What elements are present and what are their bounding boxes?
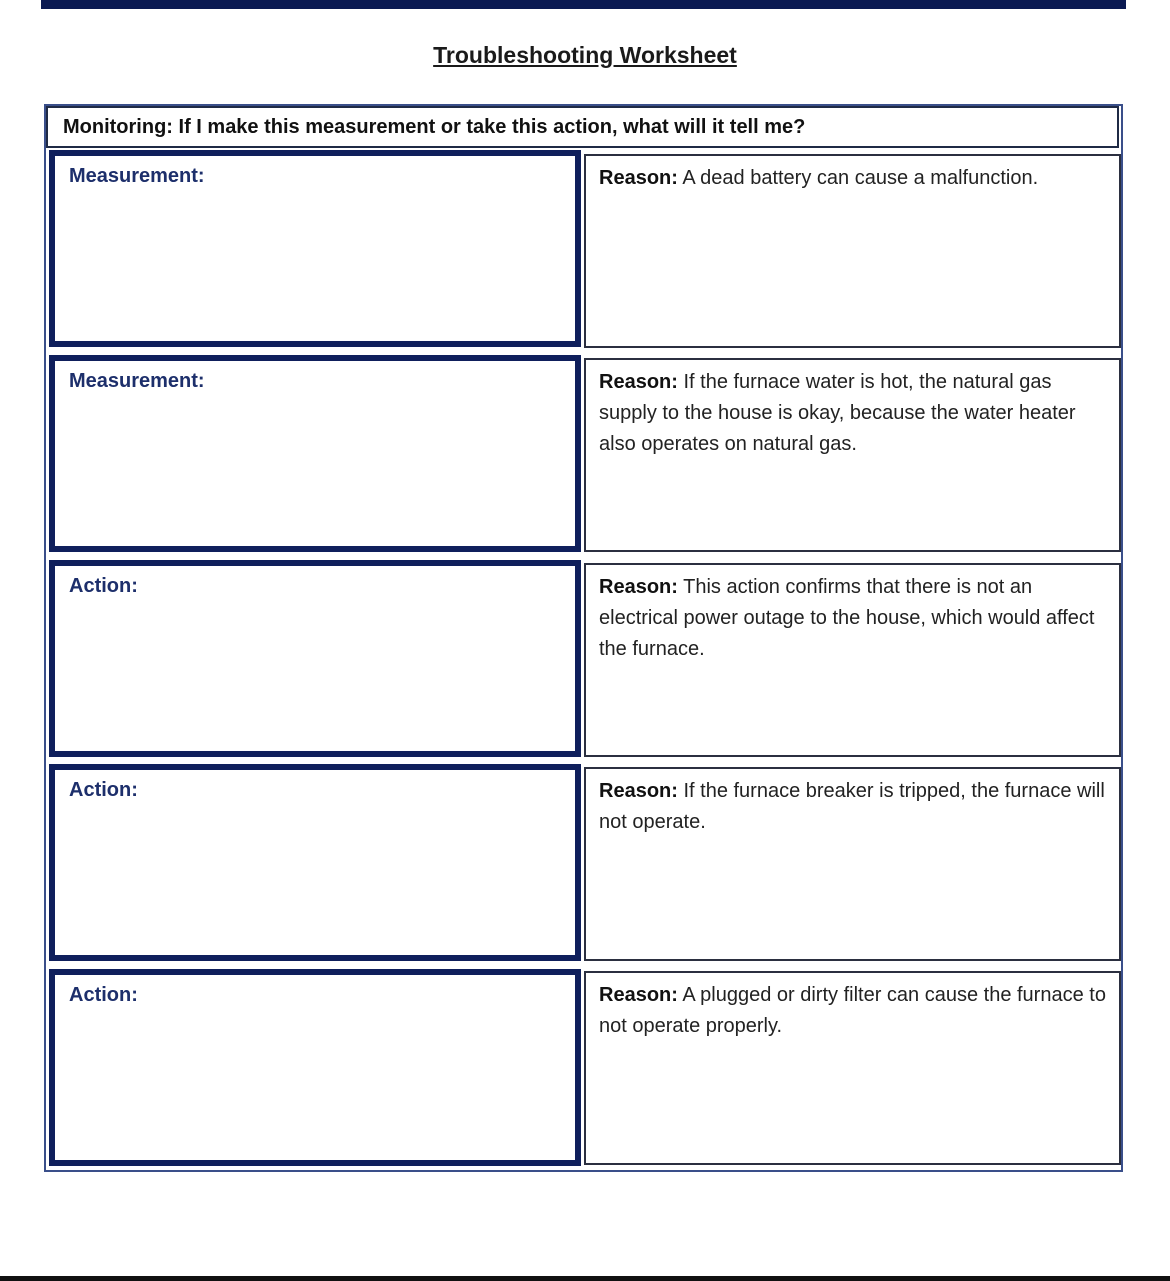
reason-text <box>599 572 1107 665</box>
reason-text <box>599 367 1107 460</box>
entry-label: Action: <box>69 984 138 1006</box>
reason-body: A dead battery can cause a malfunction. <box>677 167 1039 189</box>
page-title: Troubleshooting Worksheet <box>433 42 737 68</box>
entry-cell-2[interactable] <box>49 355 581 552</box>
reason-cell-1 <box>584 154 1121 348</box>
reason-label: Reason: <box>599 371 678 393</box>
entry-cell-4[interactable] <box>49 764 581 961</box>
reason-label: Reason: <box>599 576 678 598</box>
entry-label: Action: <box>69 575 138 597</box>
reason-label: Reason: <box>599 780 678 802</box>
reason-cell-3 <box>584 563 1121 757</box>
reason-text <box>599 980 1107 1042</box>
reason-cell-2 <box>584 358 1121 552</box>
reason-body: This action confirms that there is not an electrical power outage to the house, which would affect the furnace. <box>599 576 1095 660</box>
entry-label: Action: <box>69 779 138 801</box>
reason-text <box>599 776 1107 838</box>
entry-cell-1[interactable] <box>49 150 581 347</box>
top-bar <box>41 0 1126 9</box>
entry-label: Measurement: <box>69 370 205 392</box>
reason-label: Reason: <box>599 984 678 1006</box>
reason-label: Reason: <box>599 167 678 189</box>
reason-text <box>599 163 1107 194</box>
entry-label: Measurement: <box>69 165 205 187</box>
reason-cell-5 <box>584 971 1121 1165</box>
bottom-rule <box>0 1276 1170 1281</box>
reason-body: A plugged or dirty filter can cause the furnace to not operate properly. <box>599 984 1106 1037</box>
reason-body: If the furnace water is hot, the natural gas supply to the house is okay, because the water heater also operates on natural gas. <box>599 371 1076 455</box>
entry-cell-5[interactable] <box>49 969 581 1166</box>
entry-cell-3[interactable] <box>49 560 581 757</box>
reason-body: If the furnace breaker is tripped, the furnace will not operate. <box>599 780 1105 833</box>
monitoring-header: Monitoring: If I make this measurement or take this action, what will it tell me? <box>46 106 1119 148</box>
reason-cell-4 <box>584 767 1121 961</box>
